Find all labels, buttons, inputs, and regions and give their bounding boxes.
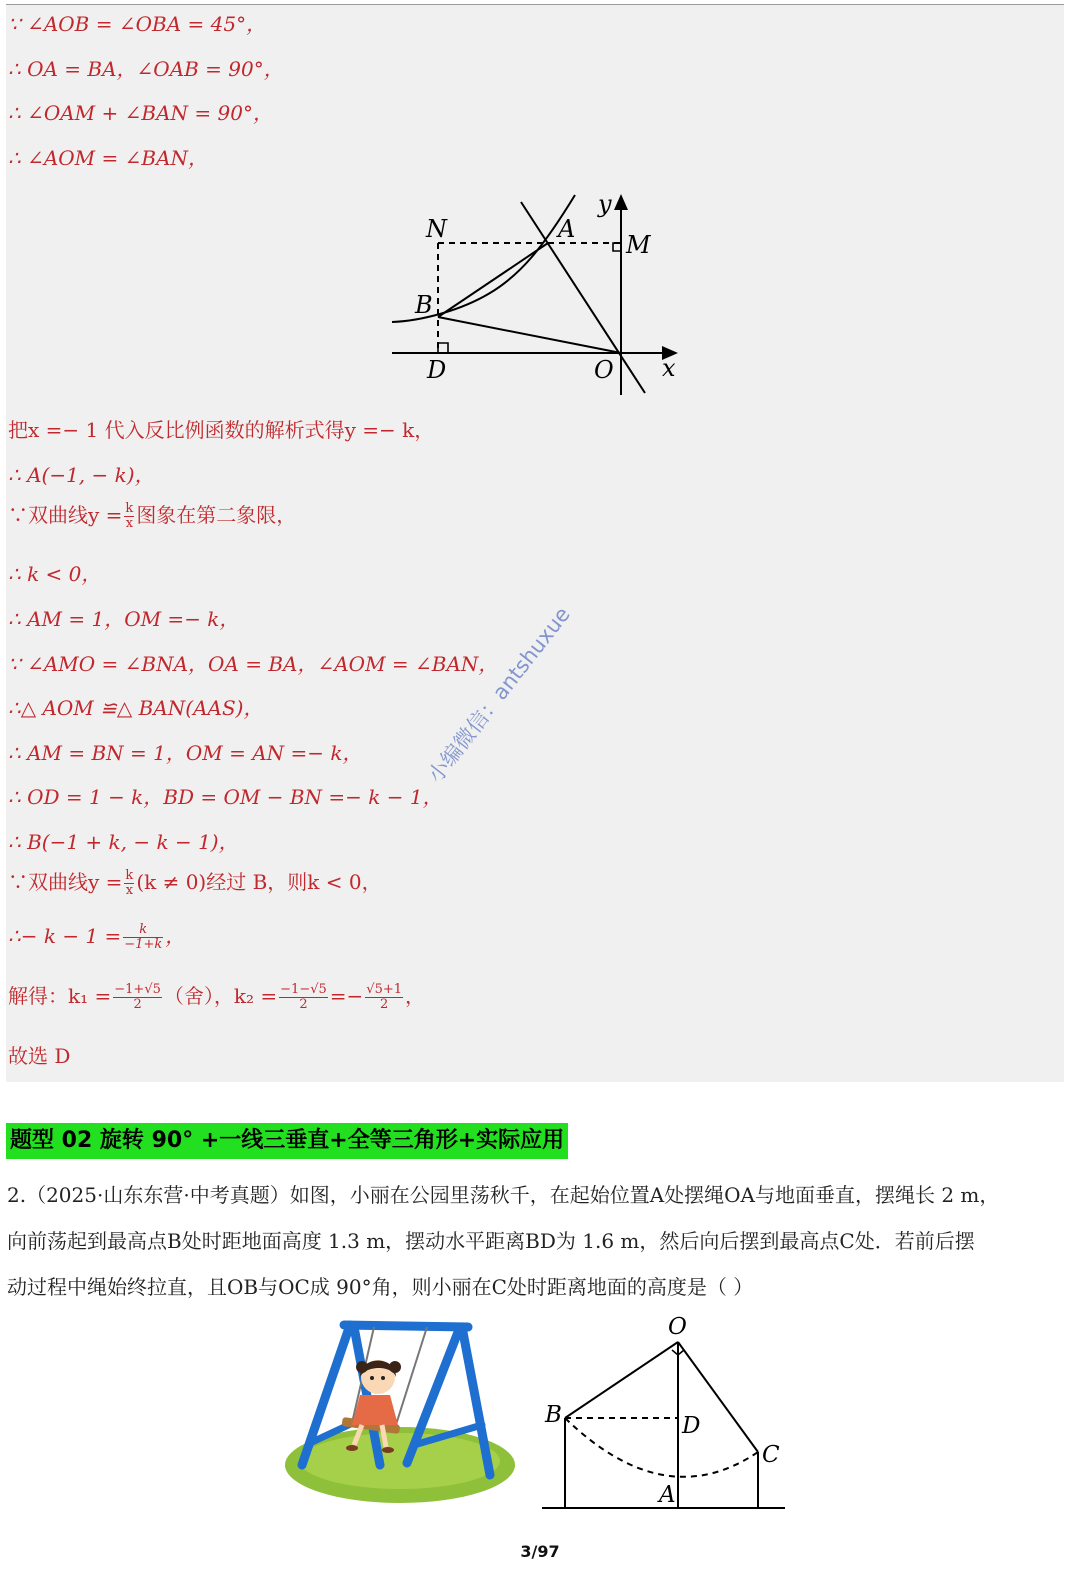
solution-line-8: ∴ AM = 1，OM =− k，	[8, 607, 240, 631]
solution-line-10: ∴△ AOM ≌△ BAN(AAS)，	[8, 696, 264, 720]
label-n: N	[426, 215, 447, 243]
rope-ob	[565, 1342, 678, 1418]
label-o2: O	[668, 1314, 687, 1340]
girl-shoe-right	[382, 1447, 394, 1453]
solution-line-12: ∴ OD = 1 − k，BD = OM − BN =− k − 1，	[8, 785, 443, 809]
solution-line-6: ∴ A(−1, − k)，	[8, 463, 155, 487]
label-m: M	[626, 231, 651, 259]
girl-eye-right	[381, 1376, 385, 1380]
solution-line-9: ∵ ∠AMO = ∠BNA，OA = BA，∠AOM = ∠BAN，	[8, 652, 499, 676]
girl-dress	[352, 1395, 398, 1425]
coordinate-diagram	[380, 185, 690, 400]
solution-line-4: ∴ ∠AOM = ∠BAN，	[8, 146, 209, 170]
solution-line-equation: ∴− k − 1 = $\frac{k}{-1+k}$ ，	[8, 922, 186, 952]
swing-illustration	[282, 1315, 522, 1510]
solution-line-7: ∴ k < 0，	[8, 562, 102, 586]
problem-line-1: 2.（2025·山东东营·中考真题）如图，小丽在公园里荡秋千，在起始位置A处摆绳OA与地面垂直，摆绳长 2 m，	[7, 1183, 1000, 1207]
label-a2: A	[659, 1482, 676, 1508]
right-angle-d	[438, 343, 448, 353]
problem-text	[7, 1172, 1069, 1310]
problem-line-3: 动过程中绳始终拉直，且OB与OC成 90°角，则小丽在C处时距离地面的高度是（ ）	[7, 1275, 754, 1299]
solution-line-2: ∴ OA = BA，∠OAB = 90°，	[8, 57, 284, 81]
solution-line-solve: 解得：k₁ = $\frac{-1+√5}{2}$ （舍），k₂ = $\frac{-1-√5}{2}$ =− $\frac{√5+1}{2}$ ，	[8, 982, 426, 1012]
solution-line-hyperbola-b: ∵双曲线y = $\frac{k}{x}$ (k ≠ 0)经过 B，则k < 0，	[8, 868, 382, 898]
girl-hair-bun-right	[389, 1361, 401, 1373]
solution-line-3: ∴ ∠OAM + ∠BAN = 90°，	[8, 101, 273, 125]
dashed-arc	[565, 1418, 758, 1477]
section-heading: 题型 02 旋转 90° +一线三垂直+全等三角形+实际应用	[6, 1123, 568, 1159]
segment-ab	[438, 243, 548, 317]
girl-eye-left	[370, 1376, 374, 1380]
girl-shoe-left	[346, 1445, 358, 1451]
label-a: A	[558, 215, 576, 243]
girl-hair-bun-left	[356, 1361, 368, 1373]
watermark: 小编微信：antshuxue	[423, 602, 575, 788]
label-o: O	[594, 356, 614, 384]
grass-highlight	[300, 1433, 500, 1489]
label-x: x	[662, 354, 676, 382]
y-axis-arrow	[614, 194, 628, 210]
solution-line-13: ∴ B(−1 + k, − k − 1)，	[8, 830, 239, 854]
label-b: B	[415, 291, 433, 319]
page-number: 3/97	[520, 1542, 560, 1561]
solution-line-1: ∵ ∠AOB = ∠OBA = 45°，	[8, 12, 267, 36]
solution-line-hyperbola-a: ∵双曲线y = $\frac{k}{x}$ 图象在第二象限，	[8, 501, 297, 531]
swing-geometry-diagram	[535, 1310, 790, 1515]
solution-line-5: 把x =− 1 代入反比例函数的解析式得y =− k，	[8, 418, 435, 442]
label-c2: C	[762, 1442, 780, 1468]
label-d2: D	[682, 1413, 701, 1439]
segment-bo	[438, 317, 621, 353]
problem-line-2: 向前荡起到最高点B处时距地面高度 1.3 m，摆动水平距离BD为 1.6 m，然后向后摆到最高点C处．若前后摆	[7, 1229, 975, 1253]
label-y: y	[598, 190, 612, 218]
solution-line-14: 故选 D	[8, 1044, 71, 1068]
right-angle-m	[613, 243, 621, 251]
crossbar-top	[344, 1325, 468, 1327]
label-b2: B	[545, 1402, 562, 1428]
label-d: D	[427, 356, 447, 384]
solution-line-11: ∴ AM = BN = 1，OM = AN =− k，	[8, 741, 363, 765]
